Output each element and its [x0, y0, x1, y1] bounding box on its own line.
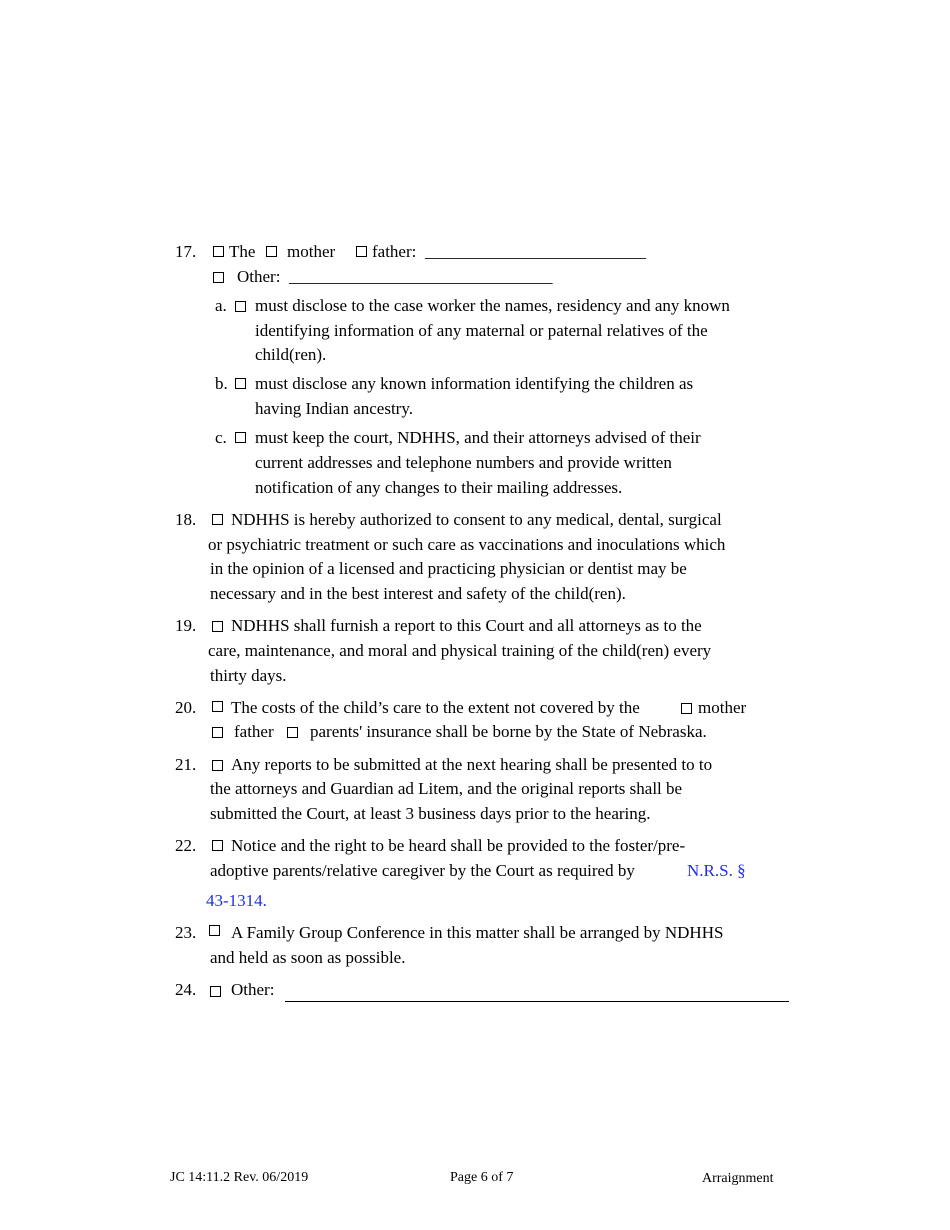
item-17a-checkbox[interactable] [235, 301, 246, 312]
item-17a-line2: identifying information of any maternal or paternal relatives of the [255, 321, 708, 340]
item-19-line2: care, maintenance, and moral and physical training of the child(ren) every [208, 641, 712, 660]
item-17-other-label: Other: [237, 267, 281, 286]
item-22-line1: Notice and the right to be heard shall be provided to the foster/pre- [231, 836, 686, 855]
item-20-line1: The costs of the child’s care to the extent not covered by the [231, 698, 640, 717]
item-24-other-label: Other: [231, 980, 275, 999]
item-17-the-label: The [229, 242, 256, 261]
item-19-number: 19. [175, 616, 197, 635]
item-17a-line3: child(ren). [255, 345, 327, 364]
item-19-line1: NDHHS shall furnish a report to this Court and all attorneys as to the [231, 616, 702, 635]
footer-form-id: JC 14:11.2 Rev. 06/2019 [170, 1170, 309, 1185]
item-18-checkbox[interactable] [212, 514, 223, 525]
item-18-number: 18. [175, 510, 197, 529]
item-17-other-blank[interactable]: _______________________________ [289, 267, 553, 286]
item-17b-line2: having Indian ancestry. [255, 399, 413, 418]
item-17c-line2: current addresses and telephone numbers and provide written [255, 453, 672, 472]
item-21-checkbox[interactable] [212, 760, 223, 771]
item-17-father-label: father: [372, 242, 417, 261]
item-22-statute-link[interactable]: N.R.S. § [687, 861, 746, 880]
item-20-father-label: father [234, 722, 274, 741]
item-20-father-checkbox[interactable] [212, 727, 223, 738]
item-17b-checkbox[interactable] [235, 378, 246, 389]
item-24-number: 24. [175, 980, 197, 999]
item-17b-letter: b. [215, 374, 228, 393]
item-20-mother-label: mother [698, 698, 747, 717]
item-22-line2: adoptive parents/relative caregiver by the Court as required by [210, 861, 635, 880]
item-19-checkbox[interactable] [212, 621, 223, 632]
item-17-father-blank[interactable]: __________________________ [425, 242, 646, 261]
item-20-checkbox[interactable] [212, 701, 223, 712]
item-23-checkbox[interactable] [209, 925, 220, 936]
item-19-line3: thirty days. [210, 666, 287, 685]
item-18-line2: or psychiatric treatment or such care as vaccinations and inoculations which [208, 535, 726, 554]
item-17a-letter: a. [215, 296, 227, 315]
item-20-line2: parents' insurance shall be borne by the State of Nebraska. [310, 722, 707, 741]
item-17-the-checkbox[interactable] [213, 246, 224, 257]
item-22-statute-number[interactable]: 43-1314 [206, 891, 263, 910]
item-23-line1: A Family Group Conference in this matter shall be arranged by NDHHS [231, 923, 724, 942]
item-18-line3: in the opinion of a licensed and practicing physician or dentist may be [210, 559, 687, 578]
item-22-checkbox[interactable] [212, 840, 223, 851]
item-20-mother-checkbox[interactable] [681, 703, 692, 714]
item-20-parents-checkbox[interactable] [287, 727, 298, 738]
item-22-number: 22. [175, 836, 197, 855]
item-17c-letter: c. [215, 428, 227, 447]
footer-page-number: Page 6 of 7 [450, 1170, 514, 1185]
item-24-other-input-line[interactable] [285, 1001, 789, 1002]
item-21-line2: the attorneys and Guardian ad Litem, and the original reports shall be [210, 779, 683, 798]
item-17c-checkbox[interactable] [235, 432, 246, 443]
item-17-father-checkbox[interactable] [356, 246, 367, 257]
item-23-number: 23. [175, 923, 197, 942]
item-17-number: 17. [175, 242, 197, 261]
item-22-period: . [262, 891, 267, 910]
item-21-line1: Any reports to be submitted at the next hearing shall be presented to to [231, 755, 713, 774]
item-17b-line1: must disclose any known information identifying the children as [255, 374, 694, 393]
item-17c-line3: notification of any changes to their mailing addresses. [255, 478, 623, 497]
item-21-number: 21. [175, 755, 197, 774]
item-18-line4: necessary and in the best interest and safety of the child(ren). [210, 584, 626, 603]
item-17a-line1: must disclose to the case worker the names, residency and any known [255, 296, 730, 315]
item-17-mother-checkbox[interactable] [266, 246, 277, 257]
item-20-number: 20. [175, 698, 197, 717]
item-24-checkbox[interactable] [210, 986, 221, 997]
item-17c-line1: must keep the court, NDHHS, and their attorneys advised of their [255, 428, 701, 447]
item-23-line2: and held as soon as possible. [210, 948, 406, 967]
item-17-other-checkbox[interactable] [213, 272, 224, 283]
footer-title: Arraignment [702, 1171, 774, 1186]
item-21-line3: submitted the Court, at least 3 business days prior to the hearing. [210, 804, 651, 823]
item-22-statute-link-cont[interactable] [206, 891, 267, 911]
item-17-mother-label: mother [287, 242, 336, 261]
item-18-line1: NDHHS is hereby authorized to consent to any medical, dental, surgical [231, 510, 722, 529]
